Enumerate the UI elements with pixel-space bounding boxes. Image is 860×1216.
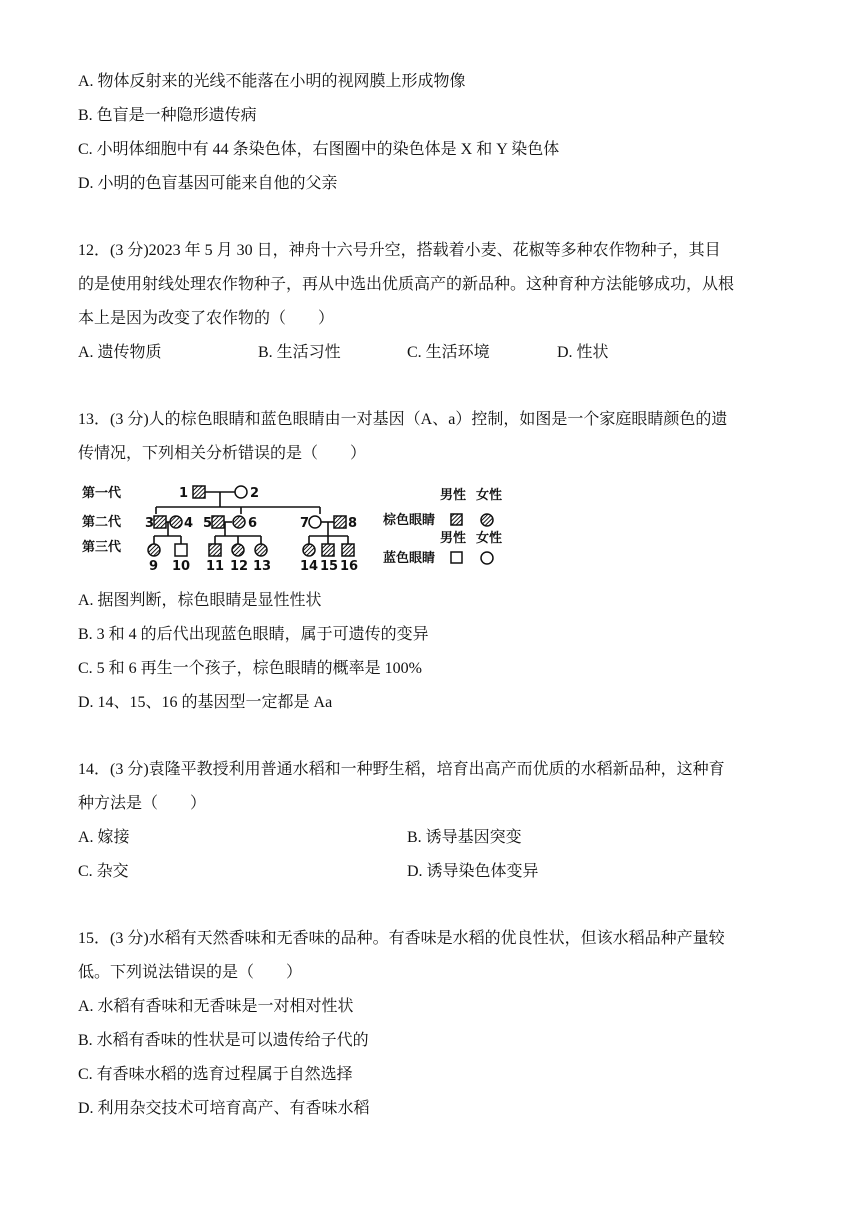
q12-option-b: B. 生活习性 xyxy=(258,344,341,361)
q12-option-a: A. 遗传物质 xyxy=(78,344,162,361)
q12-stem-line-3: 本上是因为改变了农作物的（ ） xyxy=(78,310,335,327)
q15-option-a: A. 水稻有香味和无香味是一对相对性状 xyxy=(78,998,354,1015)
q13-option-a: A. 据图判断，棕色眼睛是显性性状 xyxy=(78,592,322,609)
individual-1-number: 1 xyxy=(179,486,189,501)
legend-female-label-2: 女性 xyxy=(476,531,503,546)
legend-brown-female-symbol xyxy=(481,514,493,526)
q12-option-d: D. 性状 xyxy=(557,344,609,361)
legend-blue-female-symbol xyxy=(481,552,493,564)
q15-stem-line-1: 15．(3 分)水稻有天然香味和无香味的品种。有香味是水稻的优良性状，但该水稻品种产量较 xyxy=(78,930,725,947)
q13-stem-line-2: 传情况，下列相关分析错误的是（ ） xyxy=(78,445,367,462)
individual-2-number: 2 xyxy=(250,486,260,501)
individual-1-brown-male xyxy=(193,486,205,498)
individual-13-brown-female xyxy=(255,544,267,556)
individual-10-number: 10 xyxy=(172,559,191,574)
q14-option-a: A. 嫁接 xyxy=(78,829,130,846)
individual-16-number: 16 xyxy=(340,559,359,574)
q12-stem-line-2: 的是使用射线处理农作物种子，再从中选出优质高产的新品种。这种育种方法能够成功，从根 xyxy=(78,276,735,293)
legend-male-label-2: 男性 xyxy=(440,531,467,546)
legend-brown-eyes-label: 棕色眼睛 xyxy=(383,513,436,528)
individual-6-brown-female xyxy=(233,516,245,528)
individual-5-brown-male xyxy=(212,516,224,528)
q15-stem-line-2: 低。下列说法错误的是（ ） xyxy=(78,964,303,981)
q13-option-d: D. 14、15、16 的基因型一定都是 Aa xyxy=(78,694,333,711)
q11-option-c: C. 小明体细胞中有 44 条染色体，右图圈中的染色体是 X 和 Y 染色体 xyxy=(78,141,560,158)
pedigree-figure xyxy=(78,478,518,574)
q12-option-c: C. 生活环境 xyxy=(407,344,490,361)
individual-15-brown-male xyxy=(322,544,334,556)
legend-blue-eyes-label: 蓝色眼睛 xyxy=(383,551,436,566)
q12-stem-line-1: 12．(3 分)2023 年 5 月 30 日，神舟十六号升空，搭载着小麦、花椒等多种农作物种子，其目 xyxy=(78,242,721,259)
q13-option-b: B. 3 和 4 的后代出现蓝色眼睛，属于可遗传的变异 xyxy=(78,626,429,643)
q14-option-b: B. 诱导基因突变 xyxy=(407,829,522,846)
individual-7-blue-female xyxy=(309,516,321,528)
q11-option-a: A. 物体反射来的光线不能落在小明的视网膜上形成物像 xyxy=(78,73,466,90)
generation-1-label: 第一代 xyxy=(82,486,122,501)
individual-14-brown-female xyxy=(303,544,315,556)
q11-option-b: B. 色盲是一种隐形遗传病 xyxy=(78,107,257,124)
individual-10-blue-male xyxy=(175,544,187,556)
individual-9-number: 9 xyxy=(149,559,159,574)
individual-12-brown-female xyxy=(232,544,244,556)
individual-4-brown-female xyxy=(170,516,182,528)
individual-11-number: 11 xyxy=(206,559,225,574)
q14-option-d: D. 诱导染色体变异 xyxy=(407,863,539,880)
individual-6-number: 6 xyxy=(248,516,258,531)
q14-stem-line-2: 种方法是（ ） xyxy=(78,795,207,812)
individual-2-blue-female xyxy=(235,486,247,498)
individual-9-brown-female xyxy=(148,544,160,556)
q14-option-c: C. 杂交 xyxy=(78,863,129,880)
individual-8-brown-male xyxy=(334,516,346,528)
q11-option-d: D. 小明的色盲基因可能来自他的父亲 xyxy=(78,175,338,192)
q15-option-d: D. 利用杂交技术可培育高产、有香味水稻 xyxy=(78,1100,370,1117)
individual-16-brown-male xyxy=(342,544,354,556)
individual-3-number: 3 xyxy=(145,516,155,531)
individual-4-number: 4 xyxy=(184,516,194,531)
legend-blue-male-symbol xyxy=(451,552,462,563)
q13-stem-line-1: 13．(3 分)人的棕色眼睛和蓝色眼睛由一对基因（A、a）控制，如图是一个家庭眼睛颜色的遗 xyxy=(78,411,728,428)
individual-7-number: 7 xyxy=(300,516,310,531)
q15-option-c: C. 有香味水稻的选育过程属于自然选择 xyxy=(78,1066,353,1083)
individual-5-number: 5 xyxy=(203,516,213,531)
legend-female-label-1: 女性 xyxy=(476,488,503,503)
legend-brown-male-symbol xyxy=(451,514,462,525)
individual-12-number: 12 xyxy=(230,559,249,574)
legend-male-label-1: 男性 xyxy=(440,488,467,503)
individual-8-number: 8 xyxy=(348,516,358,531)
q15-option-b: B. 水稻有香味的性状是可以遗传给子代的 xyxy=(78,1032,369,1049)
generation-3-label: 第三代 xyxy=(82,540,122,555)
individual-3-brown-male xyxy=(154,516,166,528)
individual-13-number: 13 xyxy=(253,559,272,574)
individual-11-brown-male xyxy=(209,544,221,556)
q14-stem-line-1: 14．(3 分)袁隆平教授利用普通水稻和一种野生稻，培育出高产而优质的水稻新品种，这种育 xyxy=(78,761,725,778)
individual-14-number: 14 xyxy=(300,559,319,574)
q13-option-c: C. 5 和 6 再生一个孩子，棕色眼睛的概率是 100% xyxy=(78,660,423,677)
generation-2-label: 第二代 xyxy=(82,515,122,530)
individual-15-number: 15 xyxy=(320,559,339,574)
